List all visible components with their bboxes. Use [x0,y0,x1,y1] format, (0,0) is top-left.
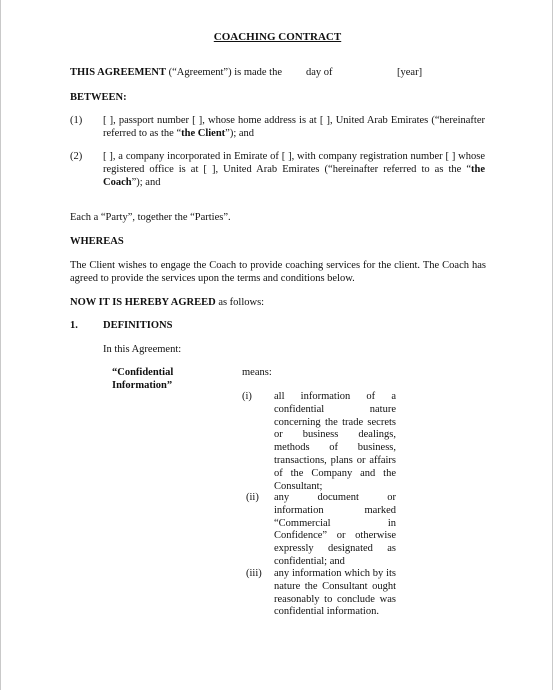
party-1-defined-term: the Client [181,127,226,139]
party-2-text [103,151,485,189]
whereas-heading: WHEREAS [70,236,124,247]
in-agreement-text: In this Agreement: [103,344,182,355]
definition-means: means: [242,367,272,378]
party-2-text-a: [ ], a company incorporated in Emirate of [ ], with company registration number [ ] whose registered office is at [ ], United Arab Emirates (“hereinafter referred to as the “ [103,151,485,175]
now-agreed-line [70,297,264,310]
definition-item-3-text: any information which by its nature the Consultant ought reasonably to conclude was confidential information. [274,568,396,618]
party-2-text-b: ”); and [131,176,161,188]
section-heading: DEFINITIONS [103,320,173,331]
party-1-text-a: [ ], passport number [ ], whose home address is at [ ], United Arab Emirates (“hereinafter referred to as the “ [103,115,485,139]
definition-item-1-number: (i) [242,391,252,402]
agreement-rest: (“Agreement”) is made the [165,67,283,78]
definition-item-1-text: all information of a confidential nature concerning the trade secrets or business dealings, methods of business, transactions, plans or affairs of the Company and the Consultant; [274,391,396,492]
party-1-text-b: ”); and [225,127,255,139]
whereas-text: The Client wishes to engage the Coach to provide coaching services for the client. The Coach has agreed to provide the services upon the terms and conditions below. [70,260,486,284]
now-agreed-rest: as follows: [215,297,265,308]
definition-item-2-number: (ii) [246,492,259,503]
definition-term-line-1: “Confidential [112,367,174,378]
party-1-number: (1) [70,115,83,126]
document-title: COACHING CONTRACT [213,31,342,43]
agreement-day-of: day of [306,67,333,78]
now-agreed-bold: NOW IT IS HEREBY AGREED [70,297,216,308]
between-heading: BETWEEN: [70,92,127,103]
agreement-line [70,67,282,80]
agreement-year: [year] [397,67,423,78]
definition-term-line-2: Information” [112,380,173,391]
definition-item-3-number: (iii) [246,568,262,579]
agreement-lead: THIS AGREEMENT [70,67,166,78]
each-party-text: Each a “Party”, together the “Parties”. [70,212,231,223]
definition-item-2-text: any document or information marked “Commercial in Confidence” or otherwise expressly designated as confidential; and [274,492,396,567]
section-number: 1. [70,320,78,331]
party-2-number: (2) [70,151,83,162]
party-1-text [103,115,485,141]
party-2-defined-term: the Coach [103,163,485,188]
